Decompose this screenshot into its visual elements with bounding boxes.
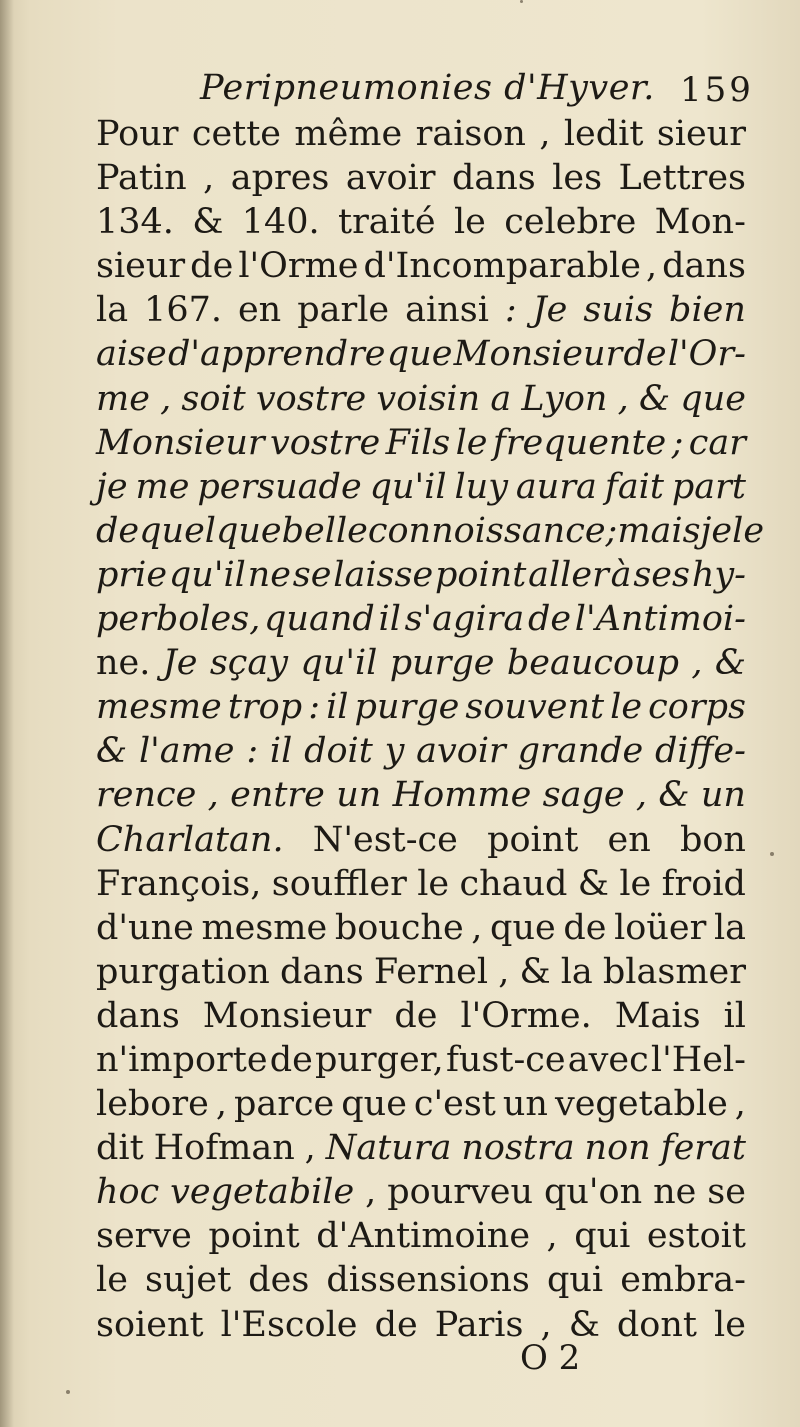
ink-speck bbox=[520, 0, 523, 3]
text-line: prie qu'il ne se laisse point aller à ses hy- bbox=[96, 554, 746, 595]
text-line: le sujet des dissensions qui embra- bbox=[96, 1260, 746, 1301]
ink-speck bbox=[770, 852, 774, 856]
text-line: perboles, quand il s'agira de l'Antimoi- bbox=[96, 599, 746, 640]
page-header bbox=[0, 60, 800, 120]
running-title: Peripneumonies d'Hyver. bbox=[200, 68, 655, 108]
text-line: je me persuade qu'il luy aura fait part bbox=[96, 466, 746, 507]
text-line: Monsieur vostre Fils le frequente ; car bbox=[96, 422, 746, 463]
text-line: hoc vegetabile , pourveu qu'on ne se bbox=[96, 1172, 746, 1213]
text-line: dit Hofman , Natura nostra non ferat bbox=[96, 1128, 746, 1169]
ink-speck bbox=[66, 1390, 70, 1394]
text-line: Pour cette même raison , ledit sieur bbox=[96, 114, 746, 154]
text-line: la 167. en parle ainsi : Je suis bien bbox=[96, 290, 746, 331]
text-line: mesme trop : il purge souvent le corps bbox=[96, 687, 746, 728]
page-edge-shadow bbox=[0, 0, 14, 1427]
text-line: lebore , parce que c'est un vegetable , bbox=[96, 1084, 746, 1125]
page-number: 159 bbox=[680, 70, 754, 110]
text-line: d'une mesme bouche , que de loüer la bbox=[96, 907, 746, 948]
text-line: François, souffler le chaud & le froid bbox=[96, 863, 746, 904]
text-line: dans Monsieur de l'Orme. Mais il bbox=[96, 995, 746, 1036]
text-line: soient l'Escole de Paris , & dont le bbox=[96, 1304, 746, 1345]
text-line: aise d'apprendre que Monsieur de l'Or- bbox=[96, 334, 746, 375]
text-line: 134. & 140. traité le celebre Mon- bbox=[96, 202, 746, 243]
text-line: ne. Je sçay qu'il purge beaucoup , & bbox=[96, 643, 746, 684]
text-line: & l'ame : il doit y avoir grande diffe- bbox=[96, 731, 746, 772]
text-line: de quelque belle connoissance ; mais je le bbox=[96, 510, 765, 551]
body-text bbox=[96, 112, 765, 1347]
text-line: sieur de l'Orme d'Incomparable , dans bbox=[96, 246, 746, 287]
signature-mark: O 2 bbox=[520, 1338, 581, 1378]
text-line: purgation dans Fernel , & la blasmer bbox=[96, 951, 746, 992]
text-line: serve point d'Antimoine , qui estoit bbox=[96, 1216, 746, 1257]
text-line: rence , entre un Homme sage , & un bbox=[96, 775, 746, 816]
text-line: Charlatan. N'est-ce point en bon bbox=[96, 819, 746, 860]
text-line: n'importe de purger, fust-ce avec l'Hel- bbox=[96, 1039, 746, 1080]
text-line: me , soit vostre voisin a Lyon , & que bbox=[96, 378, 746, 419]
text-line: Patin , apres avoir dans les Lettres bbox=[96, 158, 746, 199]
